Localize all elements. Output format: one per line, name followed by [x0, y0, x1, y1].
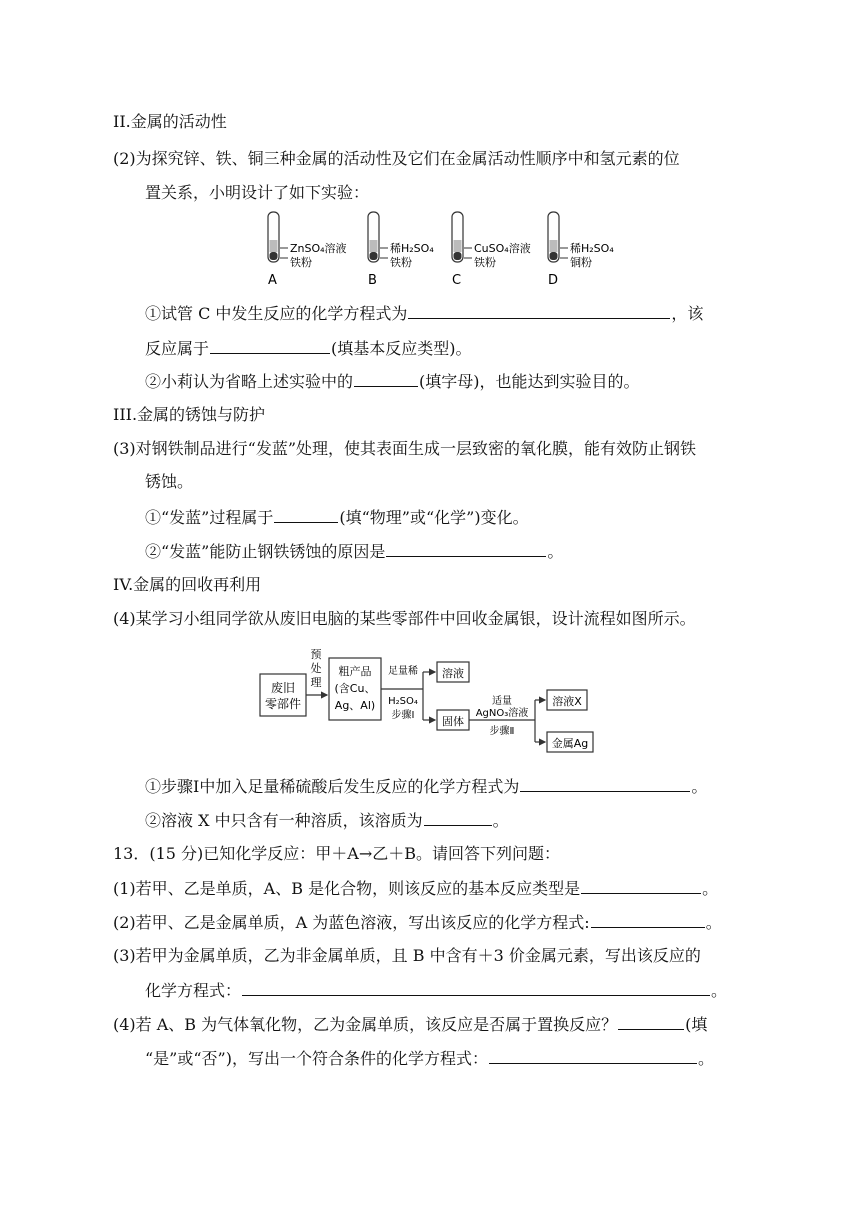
- section-heading-recycling: IV.金属的回收再利用: [113, 575, 262, 594]
- question-3-1: ①“发蓝”过程属于 (填“物理”或“化学”)变化。: [145, 508, 529, 527]
- tube-d-letter: D: [548, 273, 559, 288]
- tube-d-bottom-label: 铜粉: [570, 256, 592, 269]
- question-4-1: ①步骤I中加入足量稀硫酸后发生反应的化学方程式为 。: [145, 777, 708, 796]
- flow-arrow2-top: 足量稀: [388, 666, 418, 677]
- section-heading-activity: II.金属的活动性: [113, 112, 227, 131]
- answer-blank[interactable]: [210, 337, 330, 354]
- flow-box-solid-label: 固体: [442, 715, 464, 728]
- tube-c-top-label: CuSO₄溶液: [474, 242, 531, 255]
- question-2-1-line1: ①试管 C 中发生反应的化学方程式为 ，该: [145, 304, 704, 323]
- answer-blank[interactable]: [618, 1013, 684, 1030]
- flow-box-crude-line1: 粗产品: [338, 665, 372, 678]
- flow-box-metal-ag-label: 金属Ag: [551, 737, 589, 750]
- answer-blank[interactable]: [591, 911, 705, 928]
- tube-c-letter: C: [452, 273, 462, 288]
- flow-box-solution-label: 溶液: [442, 667, 464, 680]
- answer-blank[interactable]: [354, 370, 418, 387]
- question-13-3-line1: (3)若甲为金属单质，乙为非金属单质，且 B 中含有＋3 价金属元素，写出该反应的: [113, 946, 701, 965]
- section-heading-corrosion: III.金属的锈蚀与防护: [113, 405, 266, 424]
- flow-arrow1-char2: 处: [310, 662, 322, 675]
- flow-box-parts-line1: 废旧: [270, 681, 296, 695]
- flow-box-solution-x-label: 溶液X: [552, 695, 582, 708]
- tube-b-bottom-label: 铁粉: [390, 256, 412, 269]
- question-13-1: (1)若甲、乙是单质，A、B 是化合物，则该反应的基本反应类型是 。: [113, 879, 719, 898]
- question-13-4-line2: “是”或“否”)，写出一个符合条件的化学方程式： 。: [145, 1049, 714, 1068]
- answer-blank[interactable]: [386, 540, 546, 557]
- flow-arrow3-mid: AgNO₃溶液: [475, 708, 529, 719]
- tube-a-bottom-label: 铁粉: [290, 256, 312, 269]
- question-2-line2: 置关系，小明设计了如下实验：: [145, 183, 370, 202]
- question-2-line1: (2)为探究锌、铁、铜三种金属的活动性及它们在金属活动性顺序中和氢元素的位: [113, 149, 680, 168]
- question-4-line1: (4)某学习小组同学欲从废旧电脑的某些零部件中回收金属银，设计流程如图所示。: [113, 609, 696, 628]
- recycling-flowchart: [255, 644, 600, 756]
- answer-blank[interactable]: [274, 506, 338, 523]
- test-tube-figure: [258, 210, 618, 290]
- flow-arrow2-mid: H₂SO₄: [388, 696, 418, 707]
- tube-b-top-label: 稀H₂SO₄: [390, 242, 434, 255]
- answer-blank[interactable]: [489, 1047, 697, 1064]
- test-tube-c: [452, 212, 531, 288]
- flow-box-parts-line2: 零部件: [264, 697, 302, 711]
- flow-box-crude-line3: Ag、Al): [334, 699, 376, 712]
- tube-b-letter: B: [368, 273, 377, 288]
- question-3-line2: 锈蚀。: [145, 472, 194, 491]
- test-tube-a: [268, 212, 347, 288]
- test-tube-d: [548, 212, 614, 288]
- tube-a-top-label: ZnSO₄溶液: [290, 242, 347, 255]
- question-4-2: ②溶液 X 中只含有一种溶质，该溶质为 。: [145, 811, 509, 830]
- question-3-line1: (3)对钢铁制品进行“发蓝”处理，使其表面生成一层致密的氧化膜，能有效防止钢铁: [113, 439, 697, 458]
- flow-arrow1-char3: 理: [310, 676, 322, 689]
- answer-blank[interactable]: [424, 809, 492, 826]
- answer-blank[interactable]: [408, 302, 670, 319]
- answer-blank[interactable]: [520, 775, 690, 792]
- tube-c-bottom-label: 铁粉: [474, 256, 496, 269]
- flow-box-crude-line2: (含Cu、: [334, 682, 376, 695]
- answer-blank[interactable]: [581, 877, 701, 894]
- flow-arrow1-char1: 预: [310, 648, 322, 661]
- question-13-3-line2: 化学方程式： 。: [145, 981, 728, 1000]
- answer-blank[interactable]: [242, 979, 710, 996]
- question-13-2: (2)若甲、乙是金属单质，A 为蓝色溶液，写出该反应的化学方程式: 。: [113, 913, 722, 932]
- tube-d-top-label: 稀H₂SO₄: [570, 242, 614, 255]
- tube-a-letter: A: [268, 273, 277, 288]
- flow-arrow3-bottom: 步骤Ⅱ: [489, 726, 515, 737]
- flow-arrow3-top: 适量: [492, 696, 512, 707]
- question-2-2: ②小莉认为省略上述实验中的 (填字母)，也能达到实验目的。: [145, 372, 640, 391]
- test-tube-b: [368, 212, 434, 288]
- question-2-1-line2: 反应属于 (填基本反应类型)。: [145, 339, 472, 358]
- question-13-stem: 13．(15 分)已知化学反应：甲＋A→乙＋B。请回答下列问题：: [113, 844, 561, 863]
- question-3-2: ②“发蓝”能防止钢铁锈蚀的原因是 。: [145, 542, 564, 561]
- flow-arrow2-bottom: 步骤Ⅰ: [391, 710, 415, 721]
- question-13-4-line1: (4)若 A、B 为气体氧化物，乙为金属单质，该反应是否属于置换反应？ (填: [113, 1015, 708, 1034]
